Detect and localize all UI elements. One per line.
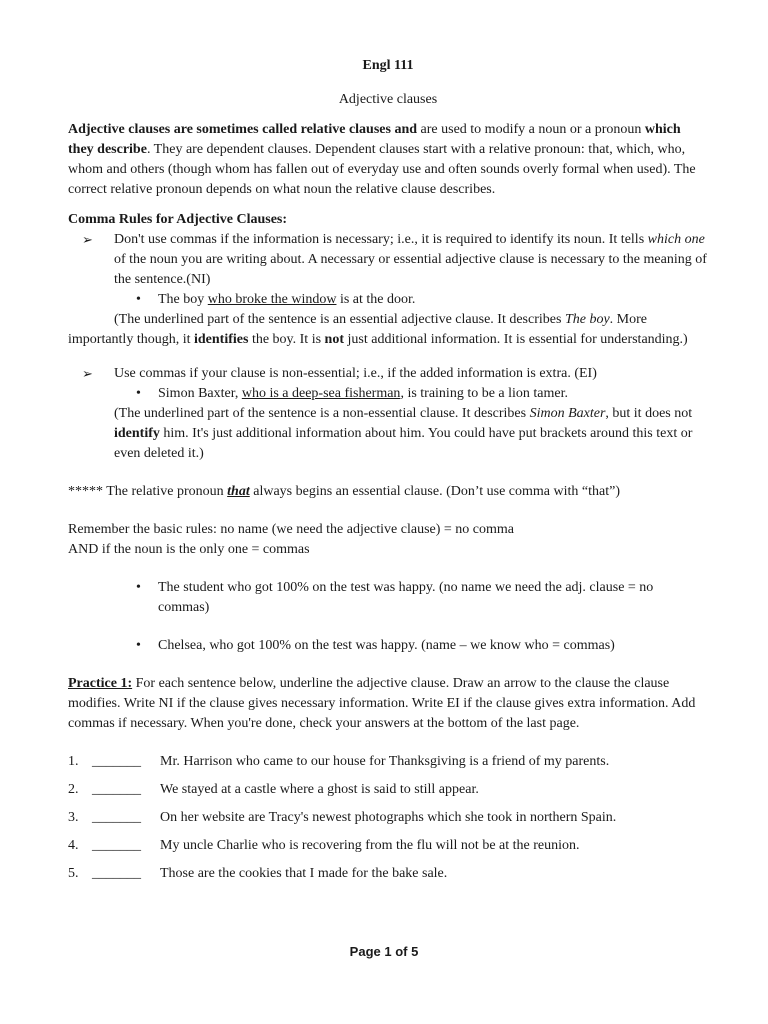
- arrow-bullet-icon: ➢: [82, 232, 93, 247]
- practice-list: [68, 752, 708, 892]
- answer-blank: _______: [92, 810, 141, 825]
- rule-1-explanation: (The underlined part of the sentence is an essential adjective clause. It describes The boy. More importantly though, it identifies the boy. It is not just additional information. It is essential for understanding.): [68, 312, 688, 347]
- intro-paragraph: [68, 120, 708, 200]
- rule-2-example: • Simon Baxter, who is a deep-sea fisherman, is training to be a lion tamer.: [136, 384, 708, 404]
- basic-rule-example-2: • Chelsea, who got 100% on the test was happy. (name – we know who = commas): [136, 636, 708, 656]
- page-number: Page 1 of 5: [349, 944, 419, 959]
- bullet-icon: •: [136, 292, 141, 307]
- rule-1-text: Don't use commas if the information is necessary; i.e., it is required to identify its noun. It tells which one of the noun you are writing about. A necessary or essential adjective clause is necessary to the meaning of the sentence.(NI): [114, 232, 707, 287]
- intro-text-2: . They are dependent clauses. Dependent clauses start with a relative pronoun: that, which, who, whom and others (though whom has fallen out of everyday use and often sounds overly formal when used). The correct relative pronoun depends on what noun the relative clause describes.: [68, 142, 696, 197]
- practice-item: 3. _______ On her website are Tracy's newest photographs which she took in northern Spain.: [68, 808, 708, 836]
- intro-bold-2: which they describe: [68, 122, 681, 157]
- answer-blank: _______: [92, 754, 141, 769]
- page-title: Adjective clauses: [338, 92, 438, 107]
- rule-2-text: Use commas if your clause is non-essential; i.e., if the added information is extra. (EI): [114, 366, 597, 381]
- basic-rules-line-2: AND if the noun is the only one = commas: [68, 542, 310, 557]
- intro-bold-1: Adjective clauses are sometimes called relative clauses and: [68, 122, 418, 137]
- comma-rules-heading: Comma Rules for Adjective Clauses:: [68, 212, 288, 227]
- practice-item: 4. _______ My uncle Charlie who is recovering from the flu will not be at the reunion.: [68, 836, 708, 864]
- arrow-bullet-icon: ➢: [82, 366, 93, 381]
- basic-rule-example-1: • The student who got 100% on the test was happy. (no name we need the adj. clause = no commas): [136, 578, 708, 618]
- answer-blank: _______: [92, 782, 141, 797]
- practice-item: 5. _______ Those are the cookies that I made for the bake sale.: [68, 864, 708, 892]
- bullet-icon: •: [136, 386, 141, 401]
- answer-blank: _______: [92, 838, 141, 853]
- bullet-icon: •: [136, 638, 141, 653]
- answer-blank: _______: [92, 866, 141, 881]
- practice-item: 2. _______ We stayed at a castle where a ghost is said to still appear.: [68, 780, 708, 808]
- course-title: Engl 111: [362, 58, 414, 73]
- practice-label: Practice 1:: [68, 676, 133, 691]
- rule-2: [82, 364, 708, 384]
- basic-rules-line-1: Remember the basic rules: no name (we need the adjective clause) = no comma: [68, 522, 514, 537]
- rule-2-explanation: (The underlined part of the sentence is a non-essential clause. It describes Simon Baxter, but it does not identify him. It's just additional information about him. You could have put brackets around this text or even deleted it.): [114, 406, 693, 461]
- rule-1: [82, 230, 708, 290]
- that-note: ***** The relative pronoun that always begins an essential clause. (Don’t use comma with “that”): [68, 484, 620, 499]
- practice-item: 1. _______ Mr. Harrison who came to our house for Thanksgiving is a friend of my parents.: [68, 752, 708, 780]
- bullet-icon: •: [136, 580, 141, 595]
- practice-instructions: Practice 1: For each sentence below, underline the adjective clause. Draw an arrow to the clause the clause modifies. Write NI if the clause gives necessary information. Write EI if the clause gives extra information. Add commas if necessary. When you're done, check your answers at the bottom of the last page.: [68, 676, 696, 731]
- document-page: [68, 56, 708, 892]
- intro-text-1: are used to modify a noun or a pronoun: [417, 122, 645, 137]
- rule-1-example: • The boy who broke the window is at the door.: [136, 290, 708, 310]
